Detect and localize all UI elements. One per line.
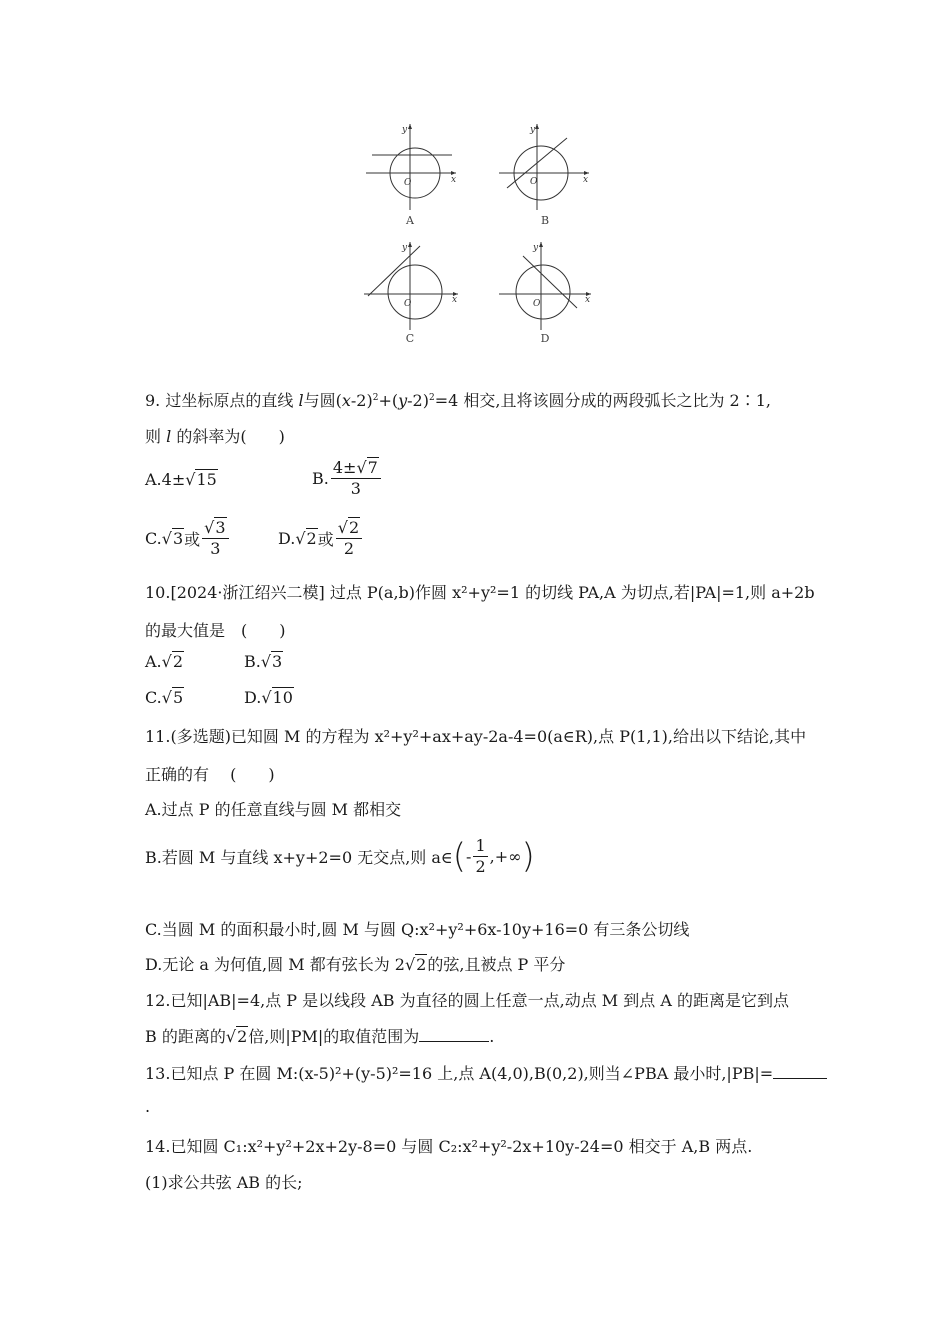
q9-option-d-label: D. — [278, 529, 296, 548]
figure-c-y-label: y — [402, 243, 408, 253]
q9-text2: 与圆( — [303, 391, 342, 410]
q11-option-b-lparen: ( — [452, 836, 467, 877]
q10-stem-line1: 10.[2024·浙江绍兴二模] 过点 P(a,b)作圆 x²+y²=1 的切线 PA,A 为切点,若|PA|=1,则 a+2b — [145, 583, 815, 602]
figure-b-origin: O — [530, 177, 538, 187]
q9-option-a-radical: √15 — [185, 470, 217, 489]
q11-option-c: C.当圆 M 的面积最小时,圆 M 与圆 Q:x²+y²+6x-10y+16=0 有三条公切线 — [145, 920, 690, 939]
q10-option-d-radical: √10 — [261, 688, 293, 707]
q14-stem-line1: 14.已知圆 C₁:x²+y²+2x+2y-8=0 与圆 C₂:x²+y²-2x+10y-24=0 相交于 A,B 两点. — [145, 1137, 753, 1156]
q12-post: 倍,则|PM|的取值范围为 — [248, 1027, 420, 1046]
q9-option-d-or: 或 — [317, 530, 334, 549]
q9-line2b: 的斜率为( ) — [176, 427, 285, 446]
q9-m2a: -2) — [350, 391, 373, 410]
q9-option-a-label: A.4± — [145, 470, 186, 489]
figure-a-origin: O — [404, 178, 412, 188]
q10-option-b-radical: √3 — [260, 652, 283, 671]
q11-stem-line2: 正确的有 ( ) — [145, 765, 275, 784]
q11-option-b-rparen: ) — [521, 836, 535, 877]
q12-stem-line2 — [145, 1024, 494, 1047]
q11-option-b-post: ,+∞ — [489, 847, 522, 866]
figure-d — [495, 236, 595, 354]
q12-answer-blank[interactable] — [419, 1041, 489, 1042]
q10-option-c-radical: √5 — [161, 688, 184, 707]
q9-sq1: 2 — [372, 393, 379, 403]
q11-option-b-minus: - — [466, 847, 472, 866]
q11-option-d-post: 的弦,且被点 P 平分 — [427, 955, 566, 974]
figure-a-x-label: x — [451, 175, 457, 185]
q11-option-d-radical: √2 — [404, 955, 427, 974]
q9-option-b-fraction: $\frac{4\pm√7}{3}$ — [331, 458, 381, 499]
q9-option-b — [312, 458, 383, 499]
q9-option-c — [145, 518, 231, 559]
q9-option-d-radical: √2 — [295, 529, 317, 548]
q12-radical: √2 — [225, 1027, 248, 1046]
q10-option-a-label: A. — [145, 652, 162, 671]
figure-b-y-label: y — [530, 125, 536, 135]
q12-stem-line1: 12.已知|AB|=4,点 P 是以线段 AB 为直径的圆上任意一点,动点 M 到点 A 的距离是它到点 — [145, 991, 790, 1010]
q9-option-d-fraction: $\frac{√2}{2}$ — [336, 518, 362, 559]
q10-option-c-label: C. — [145, 688, 162, 707]
figure-c-origin: O — [404, 299, 412, 309]
q12-text: B 的距离的 — [145, 1027, 226, 1046]
q9-option-b-label: B. — [312, 469, 329, 488]
figure-b-x-label: x — [583, 175, 589, 185]
q13-stem-line2: . — [145, 1097, 151, 1116]
q9-option-c-radical: √3 — [161, 529, 184, 548]
q9-y: y — [398, 391, 408, 410]
q11-option-b-fraction: $\frac{1}{2}$ — [475, 836, 486, 876]
q9-sq2: 2 — [428, 393, 435, 403]
figure-d-graph — [495, 236, 595, 332]
figure-a-caption: A — [406, 214, 414, 227]
q9-line-var2: l — [166, 427, 172, 446]
figure-c-caption: C — [405, 332, 415, 345]
q9-m2b: -2) — [407, 391, 429, 410]
q10-stem-line2: 的最大值是 ( ) — [145, 621, 286, 640]
figure-c — [360, 236, 460, 354]
figure-d-caption: D — [540, 332, 550, 345]
q9-text: 过坐标原点的直线 — [165, 391, 294, 410]
q9-plus: +( — [378, 391, 399, 410]
q13-text: 13.已知点 P 在圆 M:(x-5)²+(y-5)²=16 上,点 A(4,0),B(0,2),则当∠PBA 最小时,|PB|= — [145, 1064, 774, 1083]
q9-x: x — [341, 391, 351, 410]
q9-number: 9. — [145, 391, 161, 410]
figure-c-x-label: x — [452, 295, 458, 305]
q9-stem-line1 — [145, 388, 771, 411]
figure-c-graph — [360, 236, 460, 332]
figure-d-origin: O — [533, 299, 541, 309]
q11-option-d-text: D.无论 a 为何值,圆 M 都有弦长为 2 — [145, 955, 405, 974]
figure-b-graph — [495, 118, 595, 214]
q9-option-a — [145, 470, 218, 489]
q9-option-c-label: C. — [145, 529, 162, 548]
q9-line2a: 则 — [145, 427, 162, 446]
q9-line-var: l — [298, 391, 304, 410]
q10-option-a-radical: √2 — [161, 652, 184, 671]
q13-answer-blank[interactable] — [773, 1078, 827, 1079]
figure-a-graph — [360, 118, 460, 214]
q10-option-a — [145, 652, 184, 671]
q11-option-d — [145, 952, 565, 975]
q9-option-c-fraction: $\frac{√3}{3}$ — [202, 518, 228, 559]
figure-a — [360, 118, 460, 236]
q10-option-b-label: B. — [244, 652, 261, 671]
q11-option-a: A.过点 P 的任意直线与圆 M 都相交 — [145, 800, 402, 819]
q11-option-b-text: B.若圆 M 与直线 x+y+2=0 无交点,则 a∈ — [145, 848, 453, 867]
figure-a-y-label: y — [402, 125, 408, 135]
figure-b — [495, 118, 595, 236]
q9-stem-line2 — [145, 424, 285, 447]
q11-stem-line1: 11.(多选题)已知圆 M 的方程为 x²+y²+ax+ay-2a-4=0(a∈R),点 P(1,1),给出以下结论,其中 — [145, 727, 807, 746]
q9-option-c-or: 或 — [184, 530, 201, 549]
q13-stem-line1 — [145, 1061, 827, 1084]
figure-grid — [360, 118, 600, 350]
q9-eq4: =4 相交,且将该圆分成的两段弧长之比为 2∶1, — [434, 391, 771, 410]
q12-end: . — [489, 1027, 495, 1046]
q10-option-c — [145, 688, 184, 707]
figure-d-x-label: x — [585, 295, 591, 305]
q9-option-d — [278, 518, 364, 559]
q10-option-d-label: D. — [244, 688, 262, 707]
figure-b-caption: B — [540, 214, 550, 227]
q10-option-d — [244, 688, 294, 707]
q10-option-b — [244, 652, 283, 671]
figure-d-y-label: y — [533, 243, 539, 253]
q14-part1: (1)求公共弦 AB 的长; — [145, 1173, 303, 1192]
q11-option-b — [145, 836, 535, 877]
